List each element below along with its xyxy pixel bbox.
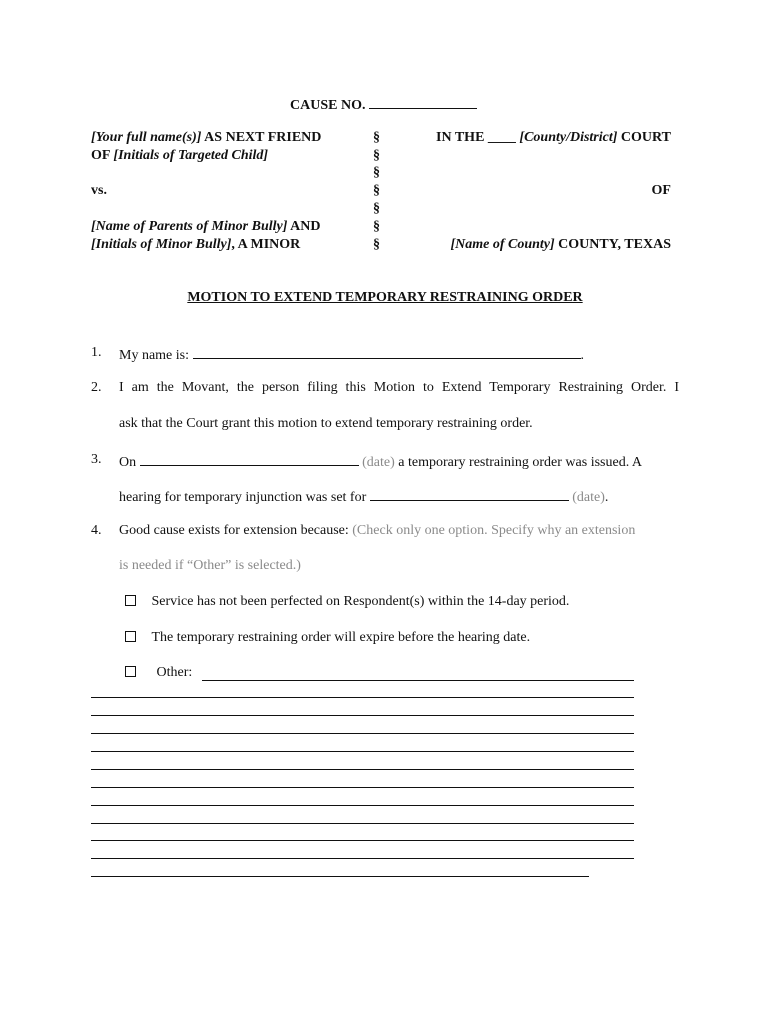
cause-no-label: CAUSE NO. — [290, 98, 366, 113]
option-label: The temporary restraining order will expire before the hearing date. — [151, 630, 531, 645]
writing-line[interactable] — [91, 805, 634, 806]
option-other — [125, 665, 192, 681]
item-number: 2. — [91, 380, 102, 395]
section-symbol: § — [373, 201, 380, 216]
option-label: Other: — [156, 665, 193, 680]
instruction-hint: (Check only one option. Specify why an extension — [352, 523, 636, 538]
checkbox-service[interactable] — [125, 595, 136, 606]
option-expire — [125, 630, 530, 646]
item-3-line2 — [119, 487, 608, 506]
county-texas-text: COUNTY, TEXAS — [554, 237, 671, 252]
date-hint: (date) — [572, 490, 605, 505]
hearing-date-field[interactable] — [370, 487, 569, 501]
placeholder-your-name: [Your full name(s)] — [91, 130, 202, 145]
placeholder-child-initials: [Initials of Targeted Child] — [113, 148, 269, 163]
placeholder-county: [Name of County] — [450, 237, 555, 252]
section-symbol: § — [373, 165, 380, 180]
section-symbol: § — [373, 237, 380, 252]
option-service — [125, 594, 569, 610]
hearing-text: hearing for temporary injunction was set for — [119, 490, 367, 505]
checkbox-other[interactable] — [125, 666, 136, 677]
item-3-line1 — [119, 452, 642, 471]
period: . — [604, 490, 609, 505]
of-text: OF — [91, 148, 114, 163]
on-text: On — [119, 455, 137, 470]
a-minor-text: , A MINOR — [231, 237, 301, 252]
writing-line[interactable] — [91, 769, 634, 770]
writing-line[interactable] — [91, 876, 589, 877]
placeholder-bully-initials: [Initials of Minor Bully] — [91, 237, 232, 252]
order-issued-date-field[interactable] — [140, 452, 359, 466]
next-friend-text: AS NEXT FRIEND — [201, 130, 322, 145]
section-symbol: § — [373, 130, 380, 145]
caption-right-line1 — [436, 130, 671, 146]
period: . — [580, 348, 584, 363]
cause-number — [290, 95, 477, 114]
item-4-line2: is needed if “Other” is selected.) — [119, 558, 301, 573]
item-4-line1 — [119, 523, 635, 539]
caption-vs: vs. — [91, 183, 107, 198]
caption-right-line3 — [450, 237, 671, 253]
item-number: 1. — [91, 345, 102, 360]
placeholder-parents-name: [Name of Parents of Minor Bully] — [91, 219, 288, 234]
caption-left-line1 — [91, 130, 321, 146]
writing-line[interactable] — [91, 840, 634, 841]
writing-line[interactable] — [91, 823, 634, 824]
item-number: 3. — [91, 452, 102, 467]
writing-line[interactable] — [91, 697, 634, 698]
caption-left-line4 — [91, 237, 300, 253]
writing-line[interactable] — [91, 858, 634, 859]
caption-right-line2: OF — [651, 183, 671, 198]
item-2-line1: I am the Movant, the person filing this Motion to Extend Temporary Restraining Order. I — [119, 380, 679, 395]
section-symbol: § — [373, 183, 380, 198]
good-cause-text: Good cause exists for extension because: — [119, 523, 353, 538]
cause-no-field[interactable] — [369, 95, 477, 109]
writing-line[interactable] — [91, 787, 634, 788]
document-title: MOTION TO EXTEND TEMPORARY RESTRAINING ORDER — [187, 290, 583, 305]
date-hint: (date) — [362, 455, 395, 470]
order-issued-text: a temporary restraining order was issued. A — [394, 455, 643, 470]
my-name-label: My name is: — [119, 348, 189, 363]
placeholder-court-type: [County/District] — [519, 130, 618, 145]
option-label: Service has not been perfected on Respondent(s) within the 14-day period. — [151, 594, 570, 609]
writing-line[interactable] — [91, 751, 634, 752]
item-1 — [119, 345, 584, 364]
section-symbol: § — [373, 219, 380, 234]
caption-left-line2 — [91, 148, 268, 164]
section-symbol: § — [373, 148, 380, 163]
item-number: 4. — [91, 523, 102, 538]
in-the-text: IN THE ____ — [436, 130, 520, 145]
checkbox-expire[interactable] — [125, 631, 136, 642]
writing-line[interactable] — [91, 733, 634, 734]
item-2-line2: ask that the Court grant this motion to extend temporary restraining order. — [119, 416, 533, 431]
and-text: AND — [287, 219, 321, 234]
caption-left-line3 — [91, 219, 320, 235]
movant-name-field[interactable] — [193, 345, 581, 359]
other-reason-field[interactable] — [202, 680, 634, 681]
writing-line[interactable] — [91, 715, 634, 716]
court-text: COURT — [617, 130, 671, 145]
